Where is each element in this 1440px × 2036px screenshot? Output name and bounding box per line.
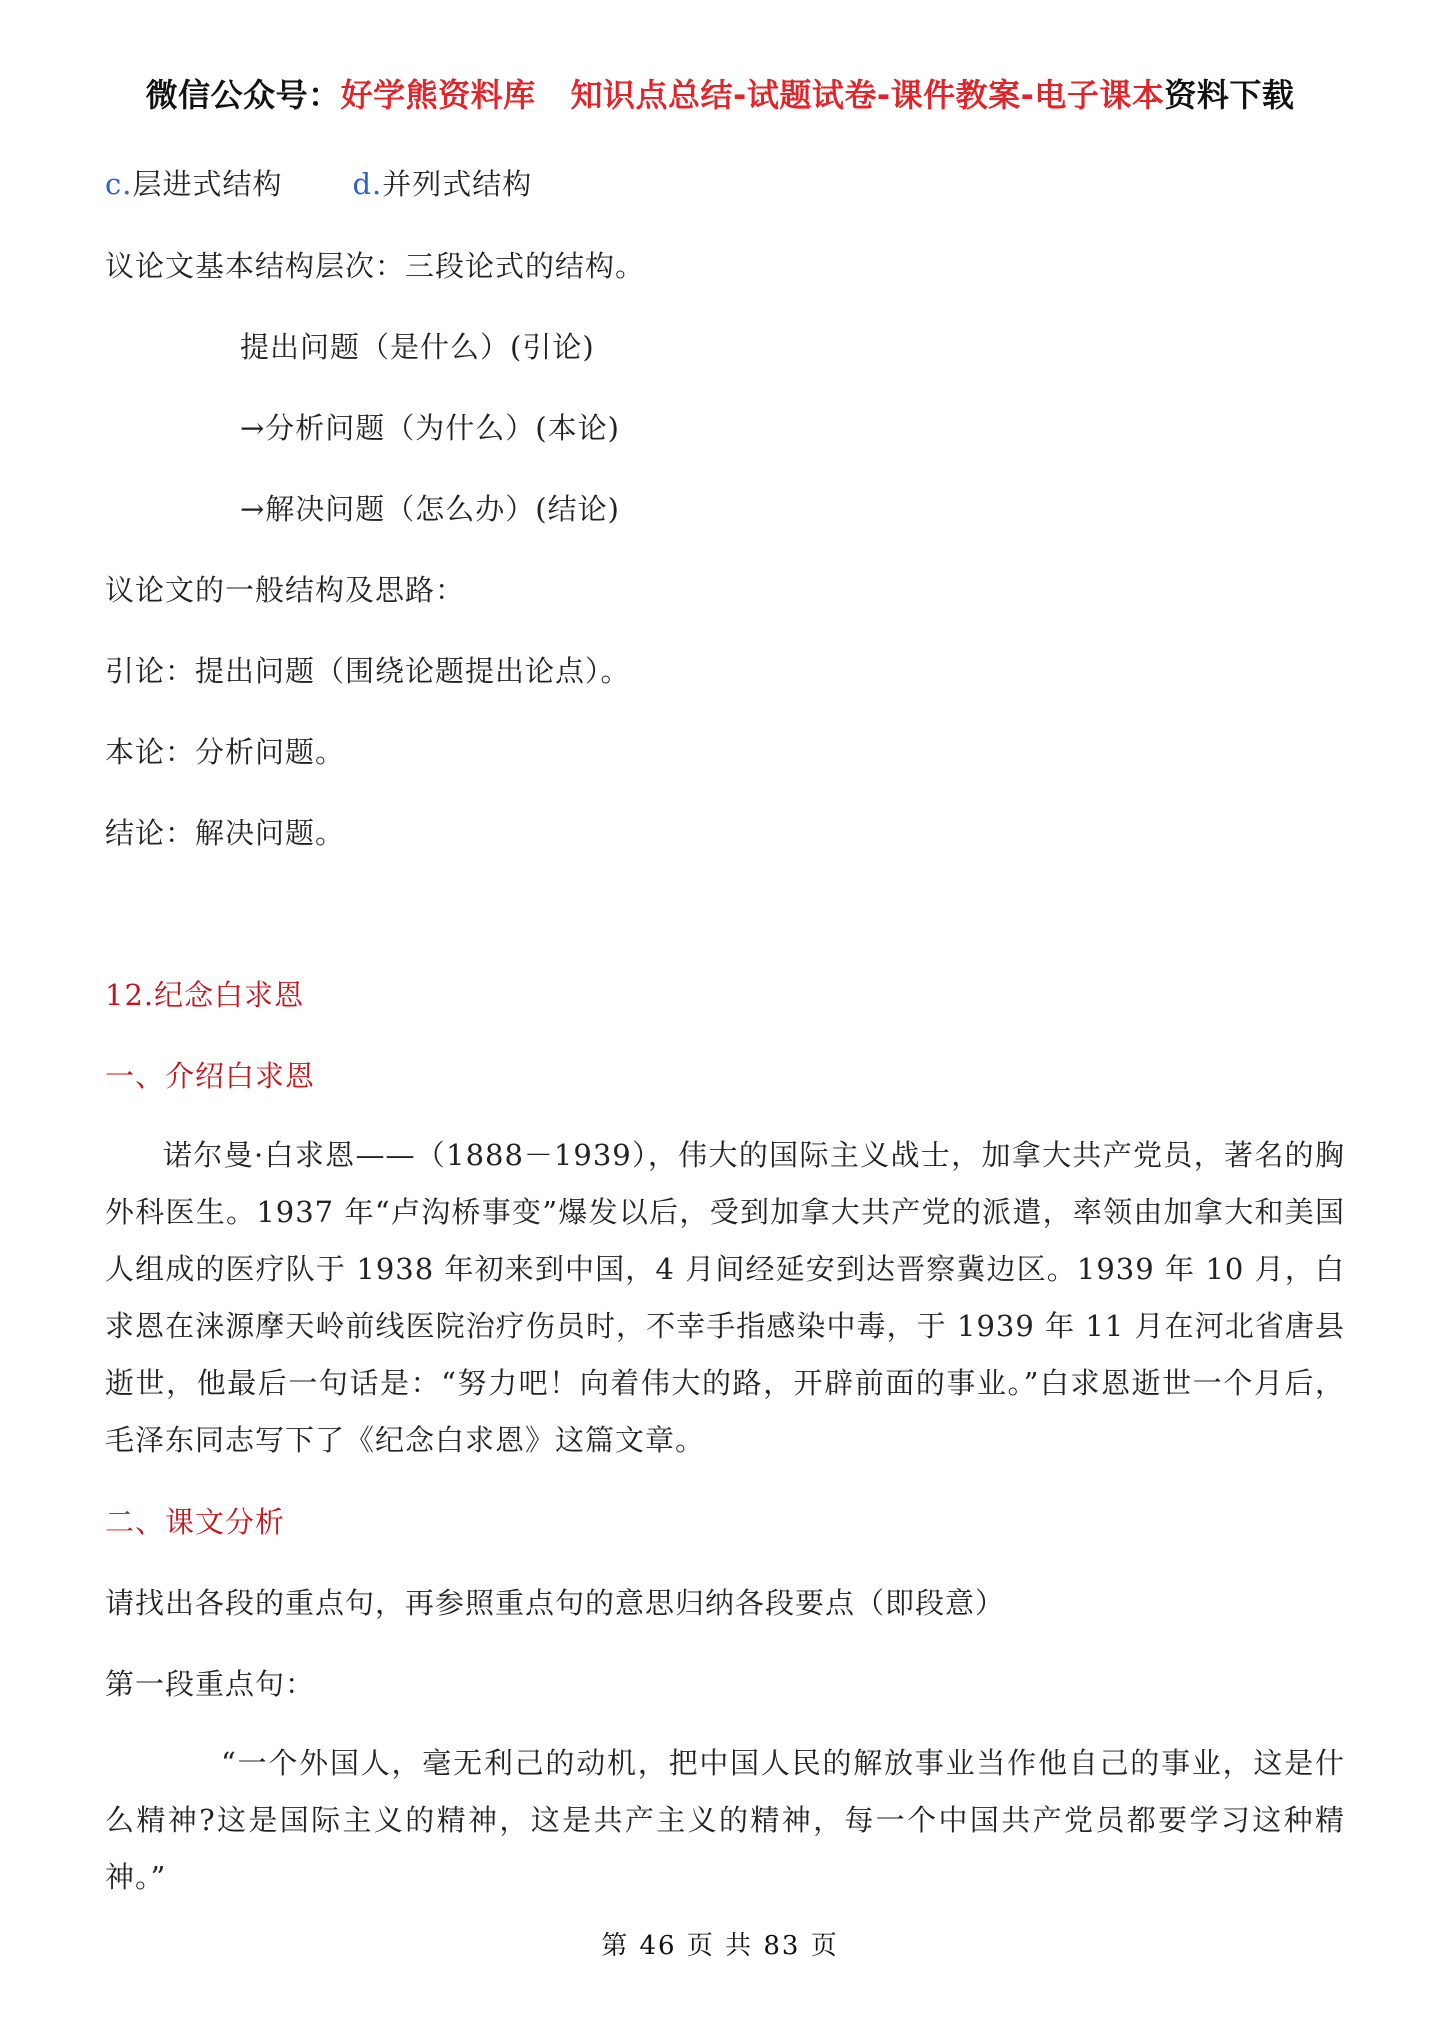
- option-c-text: 层进式结构: [132, 167, 283, 201]
- section-1-title: 一、介绍白求恩: [105, 1059, 316, 1093]
- paragraph-1-quote: “一个外国人，毫无利己的动机，把中国人民的解放事业当作他自己的事业，这是什么精神?这是国际主义的精神，这是共产主义的精神，每一个中国共产党员都要学习这种精神。”: [105, 1746, 1345, 1894]
- header-brand: 好学熊资料库: [340, 76, 536, 114]
- lesson-title: 12.纪念白求恩: [105, 978, 305, 1012]
- general-structure-title: 议论文的一般结构及思路：: [105, 573, 466, 607]
- general-intro: 引论：提出问题（围绕论题提出论点）。: [105, 654, 631, 688]
- general-conclusion: 结论：解决问题。: [105, 816, 346, 850]
- structure-options: [105, 162, 532, 203]
- basic-structure-title: 议论文基本结构层次：三段论式的结构。: [105, 249, 646, 283]
- header-prefix: 微信公众号：: [145, 76, 341, 114]
- header-middle: 知识点总结-试题试卷-课件教案-电子课本: [570, 76, 1165, 114]
- general-body: 本论：分析问题。: [105, 735, 346, 769]
- page-number-footer: 第 46 页 共 83 页: [601, 1931, 839, 1961]
- option-d-letter: d.: [352, 167, 383, 201]
- structure-step-2: →分析问题（为什么）(本论): [240, 411, 620, 445]
- paragraph-1-label: 第一段重点句：: [105, 1667, 316, 1701]
- section-1-paragraph: 诺尔曼·白求恩——（1888－1939），伟大的国际主义战士，加拿大共产党员，著名的胸外科医生。1937 年“卢沟桥事变”爆发以后，受到加拿大共产党的派遣，率领由加拿大和美国人组成的医疗队于 1938 年初来到中国，4 月间经延安到达晋察冀边区。1939 年 10 月，白求恩在涞源摩天岭前线医院治疗伤员时，不幸手指感染中毒，于 1939 年 11 月在河北省唐县逝世，他最后一句话是：“努力吧！向着伟大的路，开辟前面的事业。”白求恩逝世一个月后，毛泽东同志写下了《纪念白求恩》这篇文章。: [105, 1138, 1345, 1457]
- section-2-title: 二、课文分析: [105, 1505, 286, 1539]
- page-header-banner: [0, 70, 1440, 116]
- structure-step-3: →解决问题（怎么办）(结论): [240, 492, 620, 526]
- header-suffix: 资料下载: [1164, 76, 1295, 114]
- option-c-letter: c.: [105, 167, 133, 201]
- structure-step-1: 提出问题（是什么）(引论): [240, 330, 595, 364]
- analysis-instruction: 请找出各段的重点句，再参照重点句的意思归纳各段要点（即段意）: [105, 1586, 1006, 1620]
- option-d-text: 并列式结构: [382, 167, 533, 201]
